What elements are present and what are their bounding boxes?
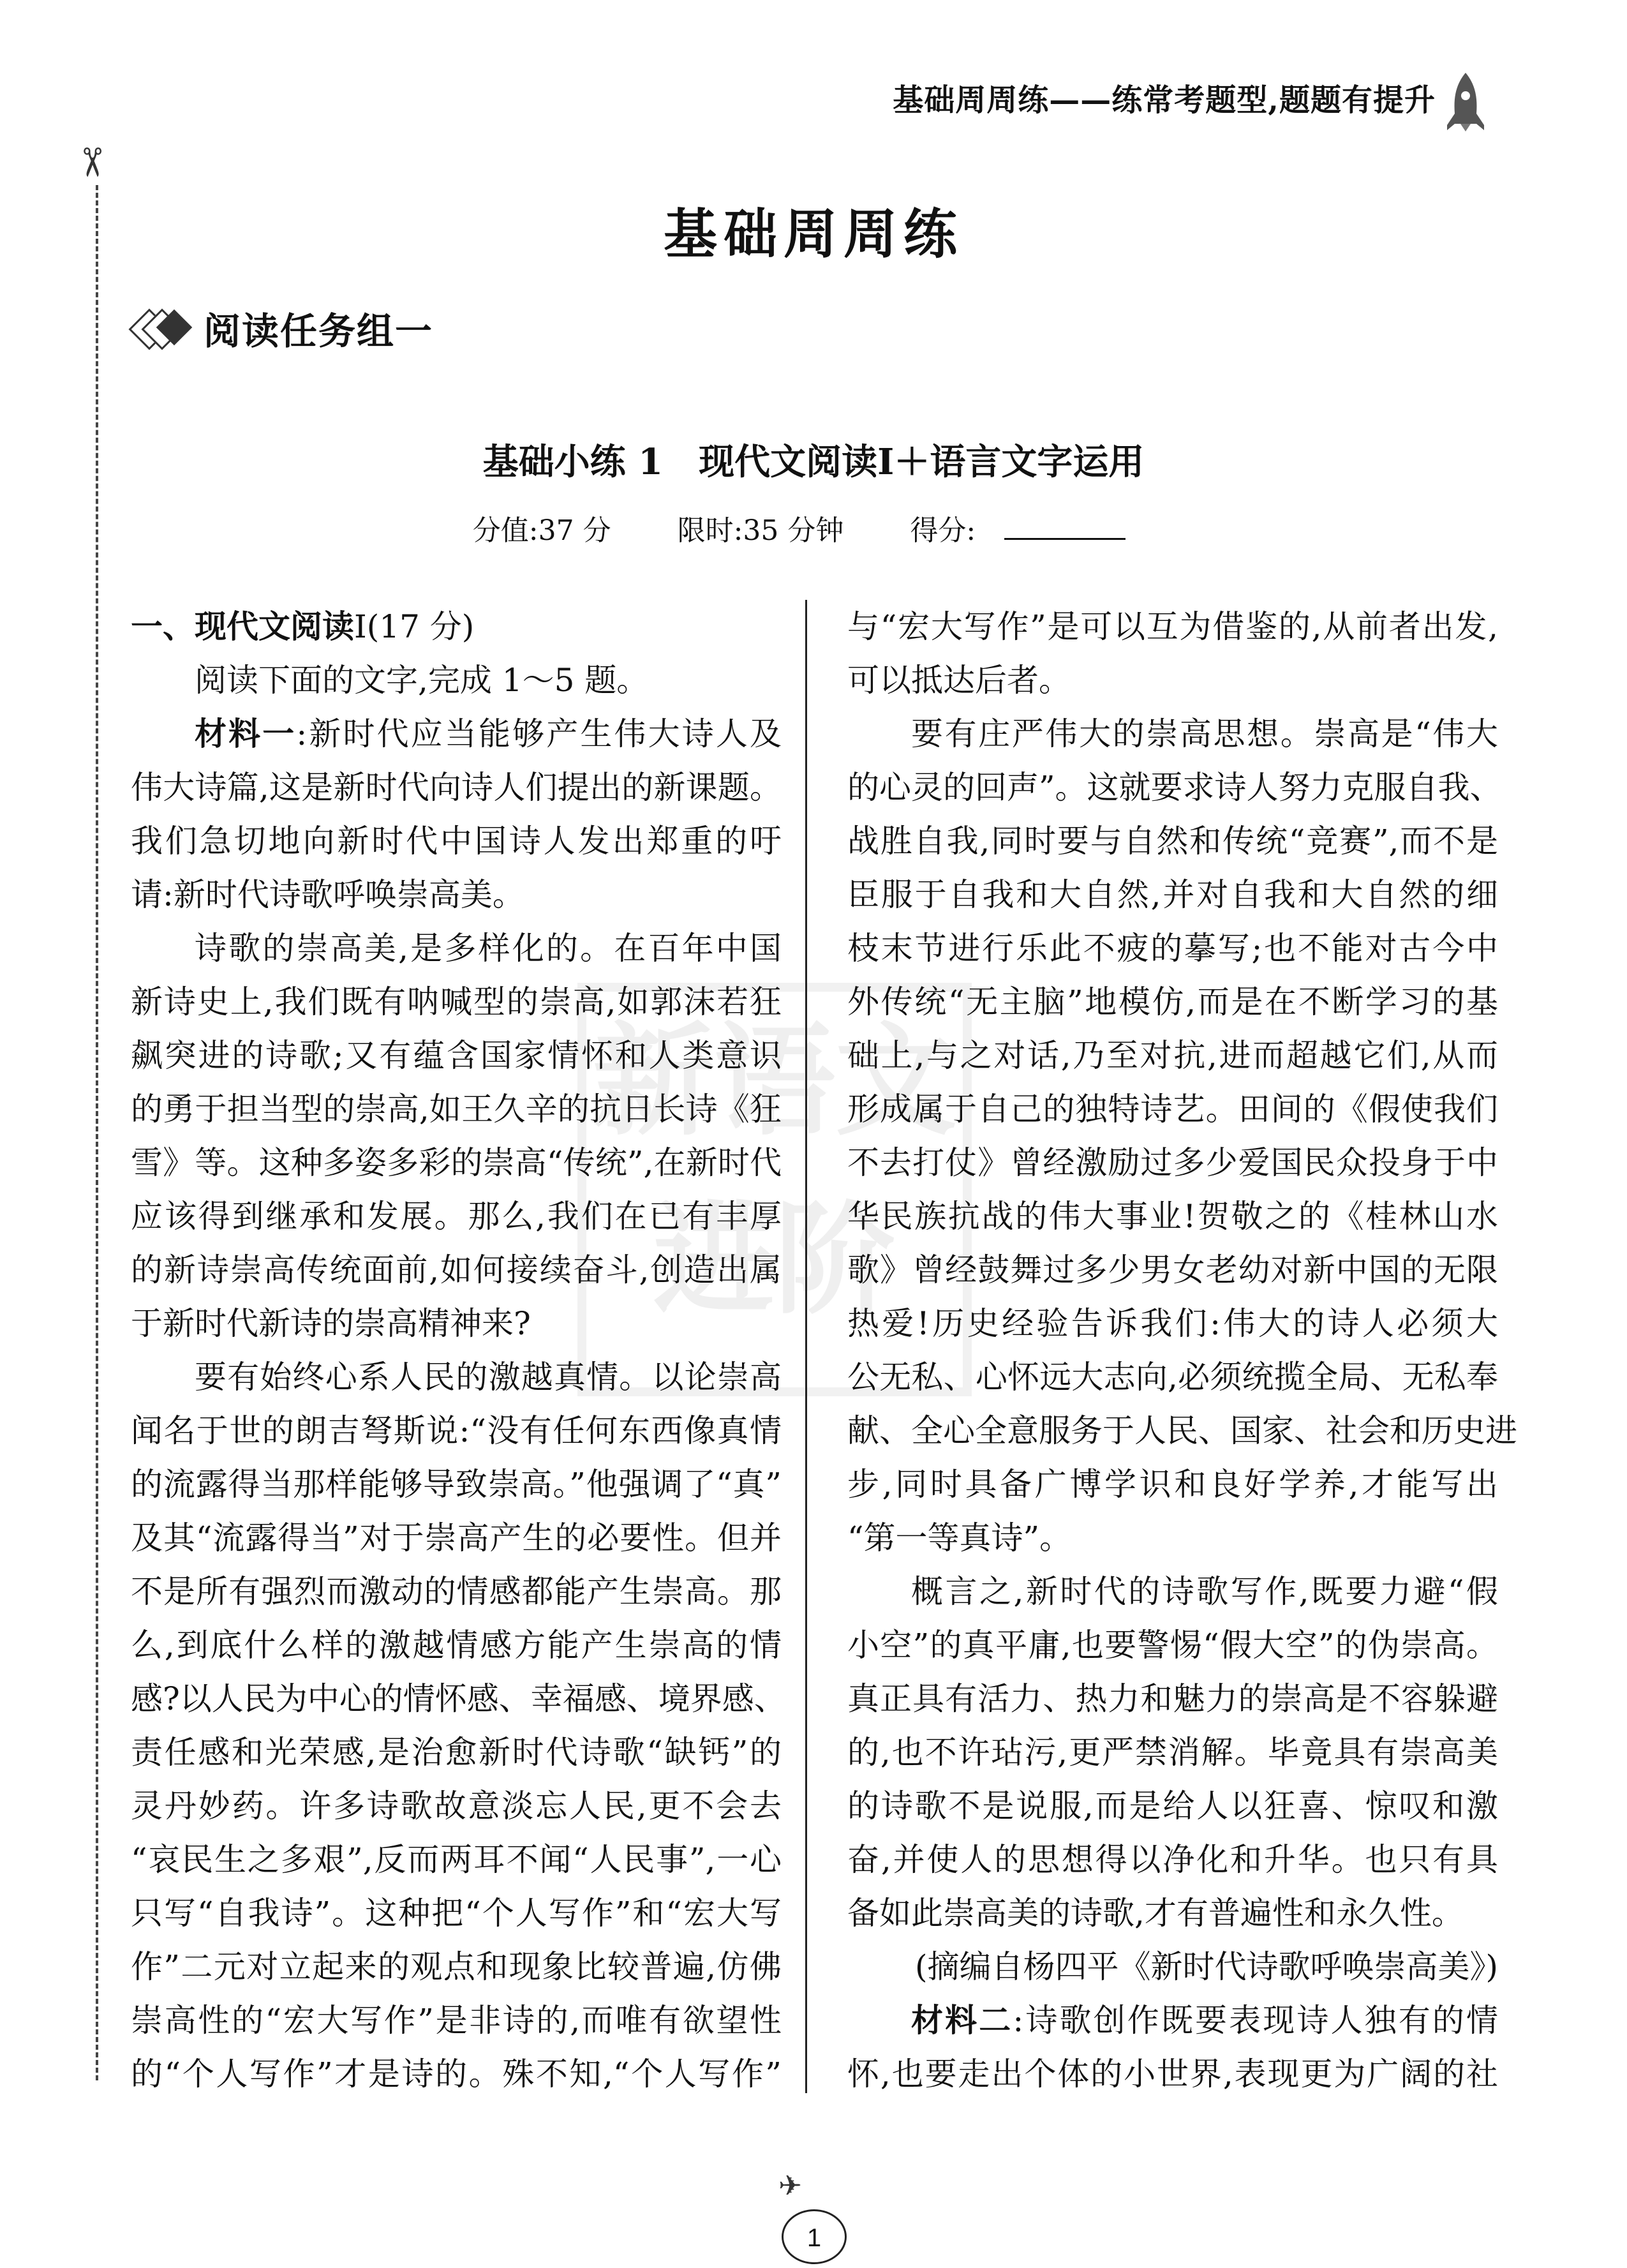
watermark-text: 进阶 xyxy=(653,1188,896,1331)
question-heading xyxy=(131,600,782,653)
text-line xyxy=(847,653,1498,707)
line-text: 歌》曾经鼓舞过多少男女老幼对新中国的无限 xyxy=(847,1251,1498,1288)
text-line xyxy=(847,707,1498,761)
text-line xyxy=(847,1565,1498,1618)
time-limit: 限时:35 分钟 xyxy=(677,514,844,547)
line-text: 战胜自我,同时要与自然和传统“竞赛”,而不是 xyxy=(847,823,1498,860)
line-text: 可以抵达后者。 xyxy=(847,662,1071,699)
text-line xyxy=(847,600,1498,653)
right-column xyxy=(847,600,1517,2101)
line-text: 小空”的真平庸,也要警惕“假大空”的伪崇高。 xyxy=(847,1627,1498,1664)
line-text: 础上,与之对话,乃至对抗,进而超越它们,从而 xyxy=(847,1037,1498,1074)
score-field xyxy=(910,514,1154,547)
line-text: 奋,并使人的思想得以净化和升华。也只有具 xyxy=(847,1841,1498,1878)
line-text: 的“个人写作”才是诗的。殊不知,“个人写作” xyxy=(131,2055,782,2093)
text-line xyxy=(131,1886,782,1940)
text-line xyxy=(847,921,1498,975)
text-line xyxy=(131,761,782,814)
line-text: 新诗史上,我们既有呐喊型的崇高,如郭沫若狂 xyxy=(131,983,782,1020)
text-line xyxy=(131,1243,782,1297)
line-text: 么,到底什么样的激越情感方能产生崇高的情 xyxy=(131,1627,782,1664)
text-line xyxy=(131,1082,782,1136)
text-line xyxy=(131,1833,782,1886)
line-text: 不是所有强烈而激动的情感都能产生崇高。那 xyxy=(131,1573,782,1610)
text-line xyxy=(131,1618,782,1672)
text-line xyxy=(847,1833,1498,1886)
text-line xyxy=(131,1136,782,1190)
bold-lead: 材料一 xyxy=(195,715,297,752)
line-text: “第一等真诗”。 xyxy=(847,1519,1072,1556)
text-line xyxy=(847,814,1498,868)
text-line xyxy=(847,1243,1498,1297)
text-line xyxy=(847,2047,1498,2101)
text-line xyxy=(131,1350,782,1404)
line-text: 灵丹妙药。许多诗歌故意淡忘人民,更不会去 xyxy=(131,1787,782,1824)
text-line xyxy=(131,1404,782,1458)
line-text: 不去打仗》曾经激励过多少爱国民众投身于中 xyxy=(847,1144,1498,1181)
line-text: 真正具有活力、热力和魅力的崇高是不容躲避 xyxy=(847,1680,1498,1717)
line-text: 备如此崇高美的诗歌,才有普遍性和永久性。 xyxy=(847,1895,1464,1932)
line-text: 只写“自我诗”。这种把“个人写作”和“宏大写 xyxy=(131,1895,782,1932)
text-line xyxy=(847,1726,1498,1779)
score-label: 得分: xyxy=(910,514,976,547)
line-text: 热爱!历史经验告诉我们:伟大的诗人必须大 xyxy=(847,1305,1498,1342)
text-line xyxy=(131,1565,782,1618)
text-line xyxy=(131,707,782,761)
line-text: 飙突进的诗歌;又有蕴含国家情怀和人类意识 xyxy=(131,1037,782,1074)
airplane-icon: ✈ xyxy=(778,2170,802,2202)
line-text: 应该得到继承和发展。那么,我们在已有丰厚 xyxy=(131,1198,782,1235)
text-line xyxy=(131,1511,782,1565)
line-text: 感?以人民为中心的情怀感、幸福感、境界感、 xyxy=(131,1680,786,1717)
text-line xyxy=(847,1511,1498,1565)
line-text: :诗歌创作既要表现诗人独有的情 xyxy=(1013,2002,1498,2039)
diamond-icon xyxy=(131,306,195,350)
line-text: 作”二元对立起来的观点和现象比较普遍,仿佛 xyxy=(131,1948,782,1985)
text-line xyxy=(131,1029,782,1082)
rocket-icon xyxy=(1443,71,1488,133)
text-line xyxy=(847,1082,1498,1136)
text-line xyxy=(131,868,782,921)
text-line xyxy=(131,2047,782,2101)
line-text: 形成属于自己的独特诗艺。田间的《假使我们 xyxy=(847,1091,1498,1128)
line-text: 华民族抗战的伟大事业!贺敬之的《桂林山水 xyxy=(847,1198,1498,1235)
line-text: 臣服于自我和大自然,并对自我和大自然的细 xyxy=(847,876,1498,913)
text-line xyxy=(847,868,1498,921)
line-text: :新时代应当能够产生伟大诗人及 xyxy=(296,715,782,752)
line-text: 请:新时代诗歌呼唤崇高美。 xyxy=(131,876,524,913)
page-title: 基础周周练 xyxy=(663,202,963,265)
line-text: 阅读下面的文字,完成 1～5 题。 xyxy=(195,662,649,699)
text-line xyxy=(847,1190,1498,1243)
section-label: 阅读任务组一 xyxy=(204,310,434,353)
text-line xyxy=(847,1404,1517,1458)
text-line xyxy=(131,814,782,868)
score-value: 分值:37 分 xyxy=(472,514,611,547)
text-line xyxy=(131,1994,782,2047)
line-text: 闻名于世的朗吉弩斯说:“没有任何东西像真情 xyxy=(131,1412,782,1449)
text-line xyxy=(847,1458,1498,1511)
line-text: 献、全心全意服务于人民、国家、社会和历史进 xyxy=(847,1412,1517,1449)
text-line xyxy=(131,1940,782,1994)
source-citation xyxy=(847,1940,1498,1994)
line-text: Ⅰ(17 分) xyxy=(354,608,475,645)
text-line xyxy=(847,761,1502,814)
text-line xyxy=(131,1297,782,1350)
text-line xyxy=(847,1672,1498,1726)
exercise-meta xyxy=(0,507,1627,548)
line-text: 要有始终心系人民的激越真情。以论崇高 xyxy=(195,1359,782,1396)
line-text: 与“宏大写作”是可以互为借鉴的,从前者出发, xyxy=(847,608,1498,645)
line-text: 要有庄严伟大的崇高思想。崇高是“伟大 xyxy=(911,715,1498,752)
line-text: 我们急切地向新时代中国诗人发出郑重的吁 xyxy=(131,823,782,860)
section-header xyxy=(131,301,433,355)
text-line xyxy=(847,1136,1498,1190)
text-line xyxy=(847,1297,1498,1350)
line-text: 概言之,新时代的诗歌写作,既要力避“假 xyxy=(911,1573,1498,1610)
text-line xyxy=(847,1779,1498,1833)
line-text: 崇高性的“宏大写作”是非诗的,而唯有欲望性 xyxy=(131,2002,782,2039)
text-line xyxy=(131,1458,782,1511)
line-text: 怀,也要走出个体的小世界,表现更为广阔的社 xyxy=(847,2055,1498,2093)
line-text: 的,也不许玷污,更严禁消解。毕竟具有崇高美 xyxy=(847,1734,1498,1771)
text-line xyxy=(131,975,782,1029)
column-divider xyxy=(805,600,807,2093)
line-text: 枝末节进行乐此不疲的摹写;也不能对古今中 xyxy=(847,930,1498,967)
text-line xyxy=(131,921,782,975)
scissors-icon: ✂ xyxy=(68,145,115,179)
bold-lead: 材料二 xyxy=(911,2001,1013,2039)
text-line xyxy=(847,975,1498,1029)
text-line xyxy=(847,1994,1498,2047)
score-blank[interactable] xyxy=(1004,512,1126,540)
line-text: 外传统“无主脑”地模仿,而是在不断学习的基 xyxy=(847,983,1498,1020)
text-line xyxy=(131,1779,782,1833)
text-line xyxy=(847,1618,1498,1672)
running-header: 基础周周练——练常考题型,题题有提升 xyxy=(893,82,1436,118)
line-text: 及其“流露得当”对于崇高产生的必要性。但并 xyxy=(131,1519,782,1556)
text-line xyxy=(131,653,782,707)
text-line xyxy=(131,1726,782,1779)
bold-lead: 一、现代文阅读 xyxy=(131,608,354,645)
line-text: (摘编自杨四平《新时代诗歌呼唤崇高美》) xyxy=(914,1948,1498,1985)
line-text: 的新诗崇高传统面前,如何接续奋斗,创造出属 xyxy=(131,1251,782,1288)
watermark-text: 新语文 xyxy=(592,1010,956,1152)
page-number: 1 xyxy=(782,2209,847,2264)
text-line xyxy=(131,1672,786,1726)
line-text: 责任感和光荣感,是治愈新时代诗歌“缺钙”的 xyxy=(131,1734,782,1771)
exercise-subtitle: 基础小练 1 现代文阅读Ⅰ＋语言文字运用 xyxy=(482,441,1145,483)
line-text: 的诗歌不是说服,而是给人以狂喜、惊叹和激 xyxy=(847,1787,1498,1824)
text-line xyxy=(847,1350,1498,1404)
line-text: 雪》等。这种多姿多彩的崇高“传统”,在新时代 xyxy=(131,1144,782,1181)
line-text: 于新时代新诗的崇高精神来? xyxy=(131,1305,531,1342)
left-column xyxy=(131,600,786,2101)
line-text: 的勇于担当型的崇高,如王久辛的抗日长诗《狂 xyxy=(131,1091,782,1128)
line-text: “哀民生之多艰”,反而两耳不闻“人民事”,一心 xyxy=(131,1841,782,1878)
line-text: 公无私、心怀远大志向,必须统揽全局、无私奉 xyxy=(847,1359,1498,1396)
text-line xyxy=(847,1886,1498,1940)
text-line xyxy=(847,1029,1498,1082)
line-text: 伟大诗篇,这是新时代向诗人们提出的新课题。 xyxy=(131,769,782,806)
line-text: 步,同时具备广博学识和良好学养,才能写出 xyxy=(847,1466,1498,1503)
line-text: 的流露得当那样能够导致崇高。”他强调了“真” xyxy=(131,1466,782,1503)
line-text: 诗歌的崇高美,是多样化的。在百年中国 xyxy=(195,930,782,967)
text-line xyxy=(131,1190,782,1243)
line-text: 的心灵的回声”。这就要求诗人努力克服自我、 xyxy=(847,769,1502,806)
